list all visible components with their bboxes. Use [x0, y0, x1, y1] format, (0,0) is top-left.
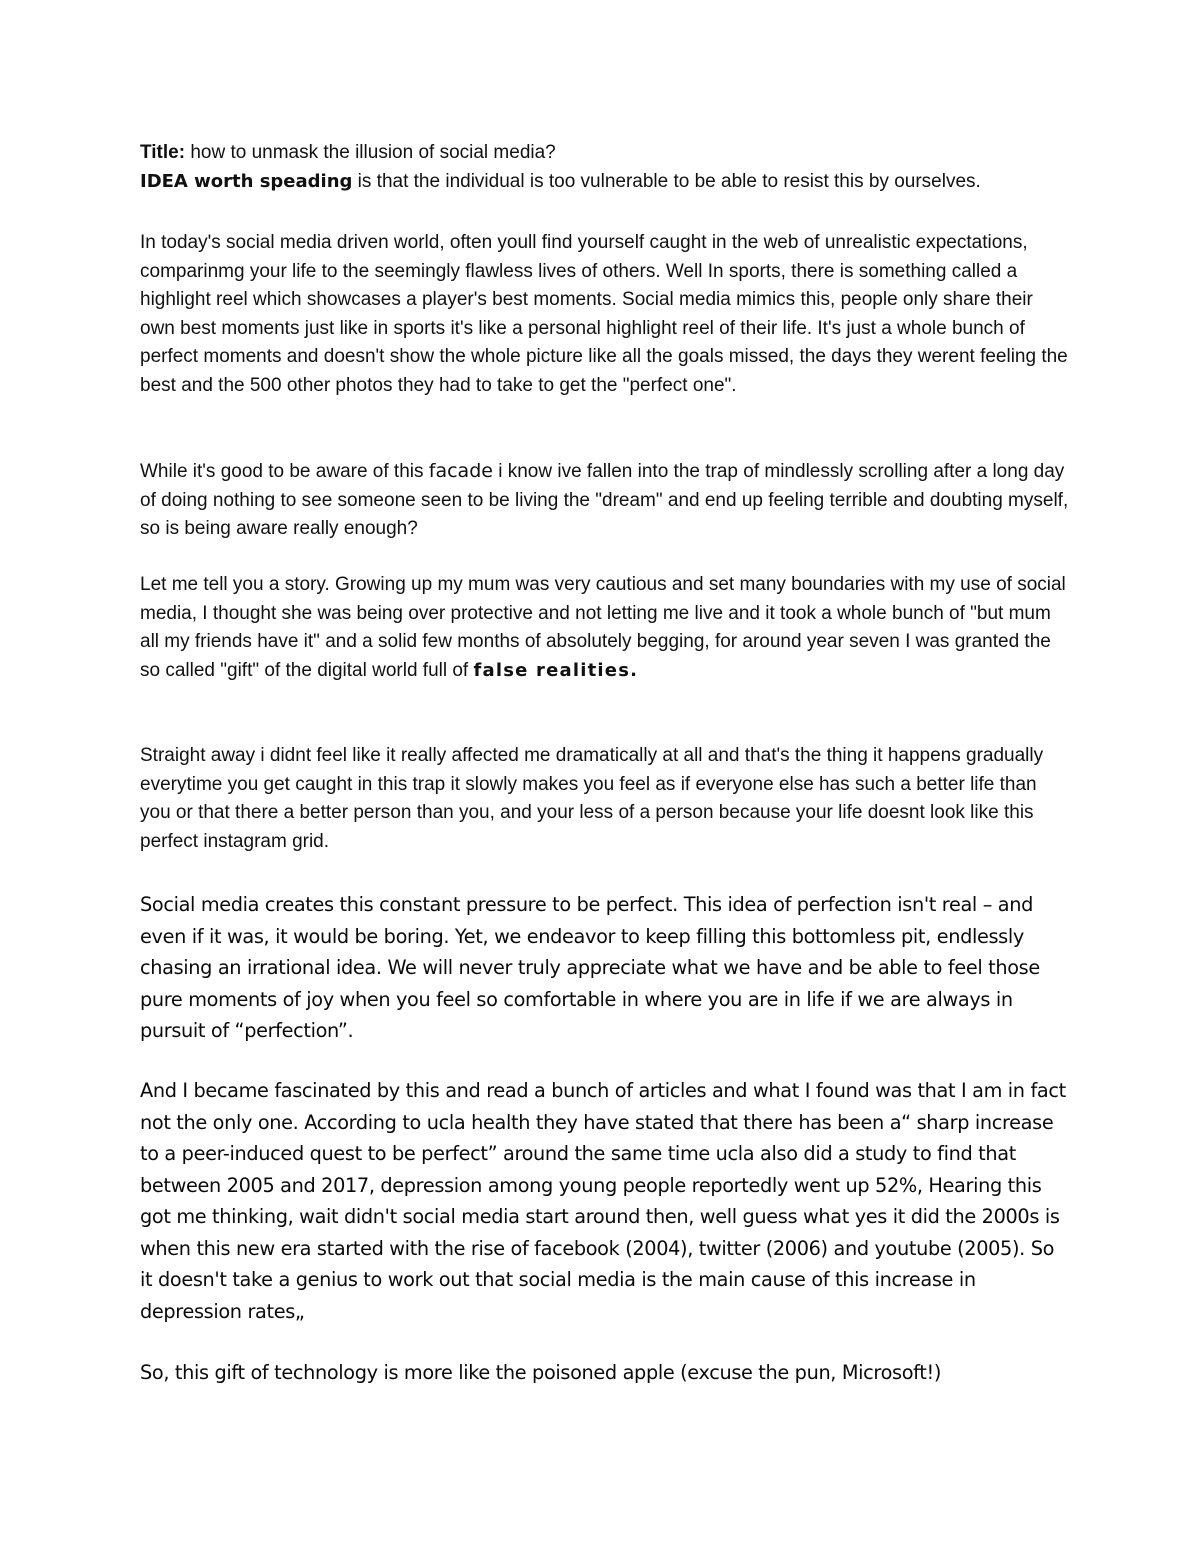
paragraph-text: i know ive fallen into the trap of mindlessly scrolling after a long day of doing nothing to see someone seen to be living the "dream" and end up feeling terrible and doubting myself, so is being aware really enough? — [140, 461, 1069, 539]
document-header — [140, 139, 1070, 196]
paragraph-text: Let me tell you a story. Growing up my mum was very cautious and set many boundaries with my use of social media, I thought she was being over protective and not letting me live and it took a whole bunch of "but mum all my friends have it" and a solid few months of absolutely begging, for around year seven I was granted the so called "gift" of the digital world full of — [140, 574, 1066, 681]
emphasized-phrase: false realities. — [473, 659, 639, 681]
paragraph-text: While it's good to be aware of this — [140, 461, 429, 482]
paragraph-gradual-effect: Straight away i didnt feel like it really affected me dramatically at all and that's the thing it happens gradually everytime you get caught in this trap it slowly makes you feel as if everyone else has such a better life than you or that there a better person than you, and your less of a person because your life doesnt look like this perfect instagram grid. — [140, 745, 1044, 852]
paragraph-highlight-reel: In today's social media driven world, often youll find yourself caught in the web of unrealistic expectations, comparinmg your life to the seemingly flawless lives of others. Well In sports, there is something called a highlight reel which showcases a player's best moments. Social media mimics this, people only share their own best moments just like in sports it's like a personal highlight reel of their life. It's just a whole bunch of perfect moments and doesn't show the whole picture like all the goals missed, the days they werent feeling the best and the 500 other photos they had to take to get the "perfect one". — [140, 232, 1068, 396]
paragraph-perfection: Social media creates this constant pressure to be perfect. This idea of perfection isn't real – and even if it was, it would be boring. Yet, we endeavor to keep filling this bottomless pit, endlessly chasing an irrational idea. We will never truly appreciate what we have and be able to feel those pure moments of joy when you feel so comfortable in where you are in life if we are always in pursuit of “perfection”. — [140, 893, 1040, 1042]
paragraph-facade — [140, 457, 1070, 544]
title-text: how to unmask the illusion of social media? — [185, 142, 556, 163]
paragraph-poisoned-apple: So, this gift of technology is more like the poisoned apple (excuse the pun, Microsoft!) — [140, 1361, 942, 1384]
emphasized-word: facade — [428, 460, 493, 482]
idea-label: IDEA worth speading — [140, 170, 353, 192]
paragraph-story — [140, 571, 1070, 685]
paragraph-research: And I became fascinated by this and read a bunch of articles and what I found was that I am in fact not the only one. According to ucla health they have stated that there has been a“ sharp increase to a peer-induced quest to be perfect” around the same time ucla also did a study to find that between 2005 and 2017, depression among young people reportedly went up 52%, Hearing this got me thinking, wait didn't social media start around then, well guess what yes it did the 2000s is when this new era started with the rise of facebook (2004), twitter (2006) and youtube (2005). So it doesn't take a genius to work out that social media is the main cause of this increase in depression rates„ — [140, 1079, 1066, 1323]
idea-text: is that the individual is too vulnerable to be able to resist this by ourselves. — [352, 170, 981, 192]
title-label: Title: — [140, 142, 186, 163]
